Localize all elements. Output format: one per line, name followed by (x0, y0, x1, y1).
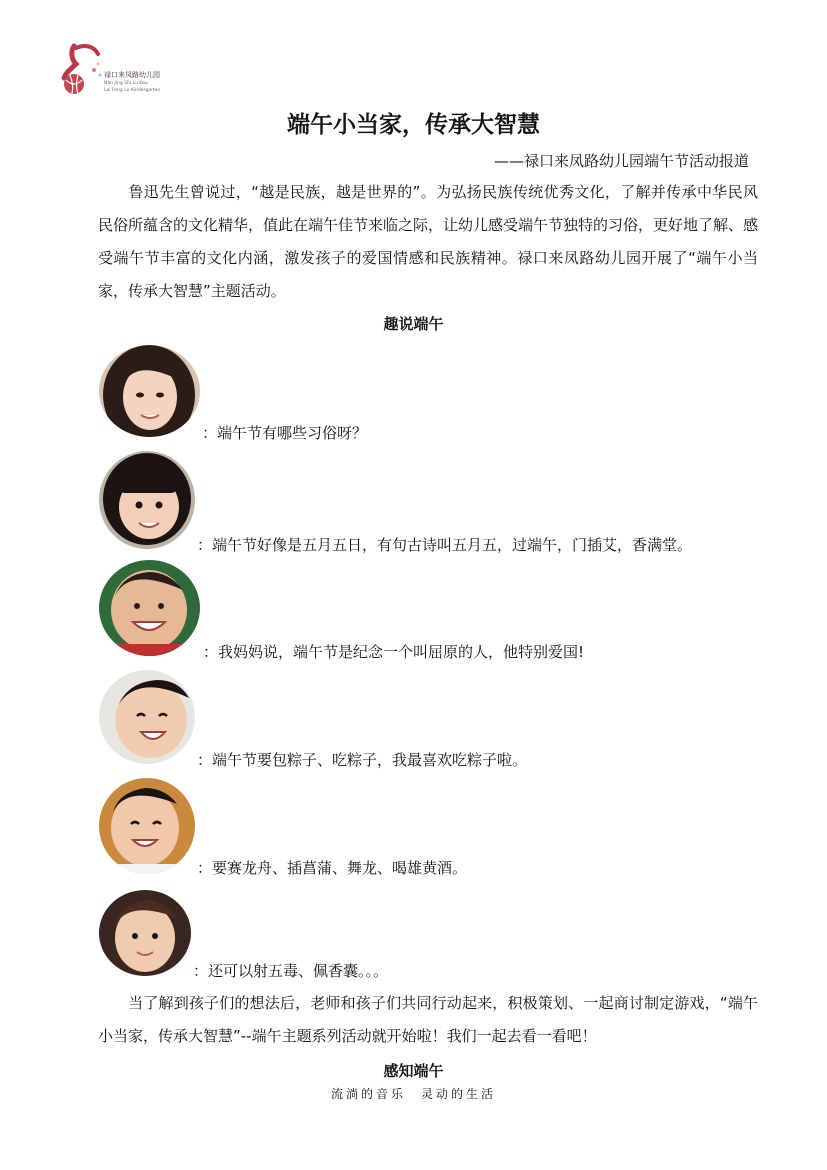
girl-long-hair-avatar (99, 890, 191, 976)
dialogue-line-4: ：端午节要包粽子、吃粽子，我最喜欢吃粽子啦。 (197, 751, 528, 769)
boy-laughing-avatar (99, 670, 195, 764)
intro-paragraph (98, 176, 758, 308)
teacher-avatar (99, 345, 200, 437)
boy-smiling-face-icon (99, 560, 200, 656)
boy-happy-avatar (99, 778, 195, 874)
closing-text: 当了解到孩子们的想法后，老师和孩子们共同行动起来，积极策划、一起商讨制定游戏，“端午小当家，传承大智慧”--端午主题系列活动就开始啦！我们一起去看一看吧！ (98, 994, 758, 1045)
logo-pinyin: Nan Jing Shi Lu Kou (104, 81, 148, 86)
dialogue-line-6: ：还可以射五毒、佩香囊。。。 (193, 962, 389, 980)
page-title: 端午小当家，传承大智慧 (287, 111, 540, 138)
dialogue-line-3: ：我妈妈说，端午节是纪念一个叫屈原的人，他特别爱国! (203, 643, 585, 661)
section-heading-fun-talk: 趣说端午 (383, 315, 444, 333)
logo-english-name: Lai Feng Lu Kindergarten (104, 88, 161, 93)
teacher-face-icon (99, 345, 200, 437)
dialogue-line-5: ：要赛龙舟、插菖蒲、舞龙、喝雄黄酒。 (197, 859, 468, 877)
music-caption: 流淌的音乐 灵动的生活 (330, 1087, 496, 1101)
girl-bangs-face-icon (99, 451, 195, 549)
intro-text: 鲁迅先生曾说过，“越是民族，越是世界的”。为弘扬民族传统优秀文化，了解并传承中华民风民俗所蕴含的文化精华，值此在端午佳节来临之际，让幼儿感受端午节独特的习俗，更好地了解、感受端午节丰富的文化内涵，激发孩子的爱国情感和民族精神。禄口来凤路幼儿园开展了“端午小当家，传承大智慧”主题活动。 (98, 183, 759, 300)
dialogue-line-1: ：端午节有哪些习俗呀？ (202, 424, 368, 442)
boy-smiling-avatar (99, 560, 200, 656)
boy-happy-face-icon (99, 778, 195, 874)
page-subtitle: ——禄口来凤路幼儿园端午节活动报道 (493, 152, 749, 170)
girl-bangs-avatar (99, 451, 195, 549)
logo-school-name: 禄口来凤路幼儿园 (104, 71, 160, 79)
dialogue-line-2: ：端午节好像是五月五日，有句古诗叫五月五，过端午，门插艾，香满堂。 (197, 536, 693, 554)
closing-paragraph (98, 987, 758, 1053)
boy-laughing-face-icon (99, 670, 195, 764)
section-heading-perceive: 感知端午 (383, 1062, 444, 1080)
girl-long-hair-face-icon (99, 890, 191, 976)
